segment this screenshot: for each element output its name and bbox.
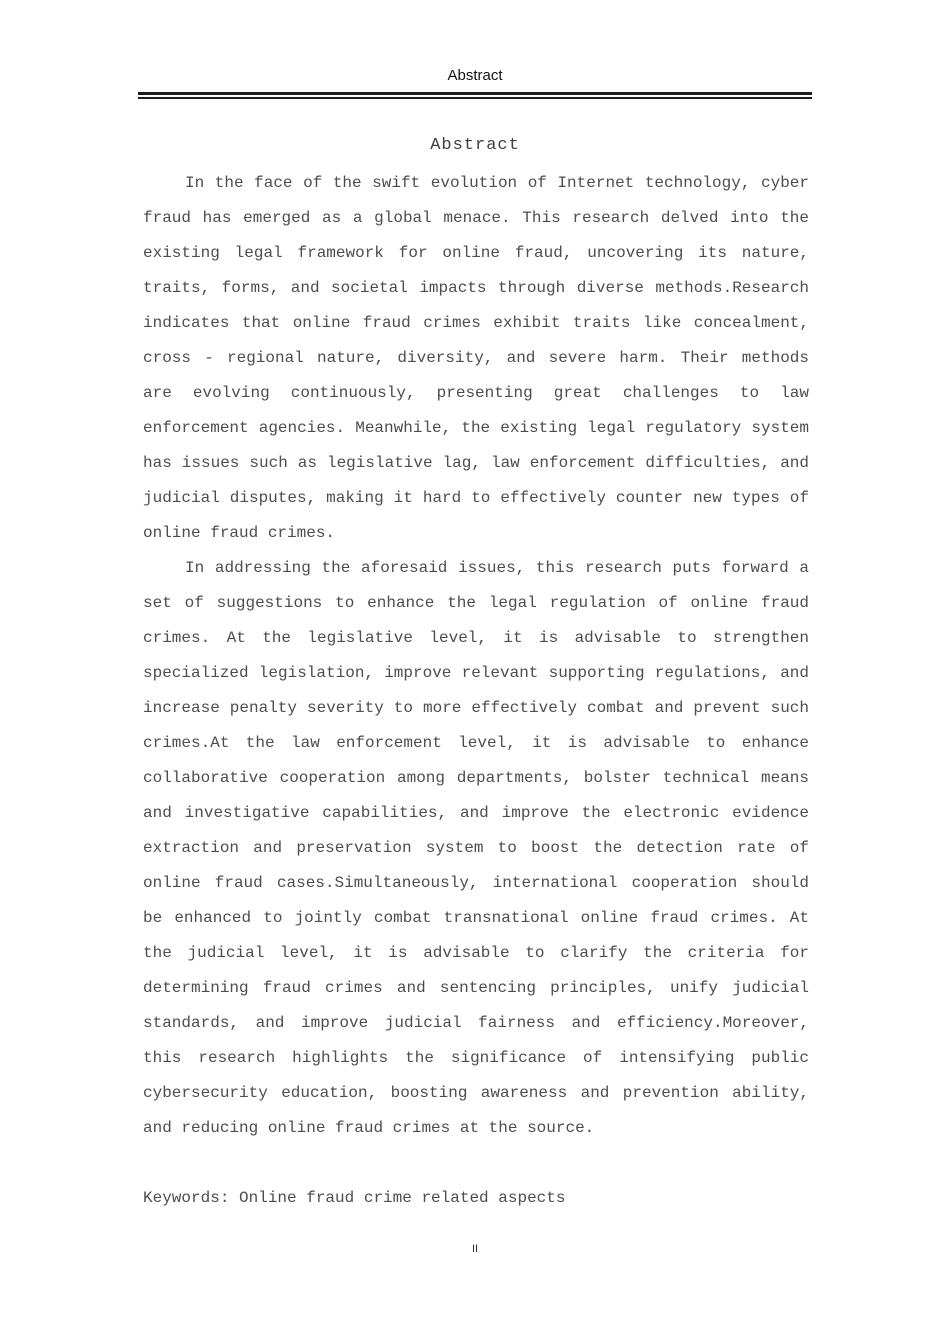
body-text-line: standards, and improve judicial fairness and efficiency.Moreover,: [143, 1014, 809, 1032]
body-text-line: the judicial level, it is advisable to clarify the criteria for: [143, 944, 809, 962]
body-text-line: this research highlights the significance of intensifying public: [143, 1049, 809, 1067]
body-text-line: and reducing online fraud crimes at the source.: [143, 1119, 595, 1137]
body-text-line: In addressing the aforesaid issues, this research puts forward a: [185, 559, 809, 577]
body-text-line: fraud has emerged as a global menace. This research delved into the: [143, 209, 809, 227]
header-rule: [138, 92, 812, 99]
body-text-line: has issues such as legislative lag, law enforcement difficulties, and: [143, 454, 809, 472]
body-text-line: In the face of the swift evolution of Internet technology, cyber: [185, 174, 809, 192]
body-text-line: be enhanced to jointly combat transnational online fraud crimes. At: [143, 909, 809, 927]
abstract-body: [143, 166, 809, 1146]
page-number: II: [471, 1243, 479, 1255]
body-text-line: specialized legislation, improve relevant supporting regulations, and: [143, 664, 809, 682]
body-text-line: determining fraud crimes and sentencing principles, unify judicial: [143, 979, 809, 997]
body-text-line: extraction and preservation system to boost the detection rate of: [143, 839, 809, 857]
body-text-line: existing legal framework for online fraud, uncovering its nature,: [143, 244, 809, 262]
body-text-line: are evolving continuously, presenting great challenges to law: [143, 384, 809, 402]
document-title: Abstract: [430, 136, 520, 155]
body-text-line: increase penalty severity to more effectively combat and prevent such: [143, 699, 809, 717]
body-text-line: crimes. At the legislative level, it is advisable to strengthen: [143, 629, 809, 647]
body-text-line: and investigative capabilities, and improve the electronic evidence: [143, 804, 809, 822]
body-text-line: online fraud crimes.: [143, 524, 336, 542]
body-text-line: set of suggestions to enhance the legal regulation of online fraud: [143, 594, 809, 612]
body-text-line: judicial disputes, making it hard to effectively counter new types of: [143, 489, 809, 507]
body-text-line: crimes.At the law enforcement level, it is advisable to enhance: [143, 734, 809, 752]
body-text-line: online fraud cases.Simultaneously, international cooperation should: [143, 874, 809, 892]
body-text-line: enforcement agencies. Meanwhile, the existing legal regulatory system: [143, 419, 809, 437]
keywords-line: Keywords: Online fraud crime related aspects: [143, 1189, 566, 1207]
body-text-line: collaborative cooperation among departments, bolster technical means: [143, 769, 809, 787]
body-text-line: cybersecurity education, boosting awareness and prevention ability,: [143, 1084, 809, 1102]
body-text-line: indicates that online fraud crimes exhibit traits like concealment,: [143, 314, 809, 332]
body-text-line: cross - regional nature, diversity, and severe harm. Their methods: [143, 349, 809, 367]
body-text-line: traits, forms, and societal impacts through diverse methods.Research: [143, 279, 809, 297]
running-header: Abstract: [447, 67, 503, 84]
